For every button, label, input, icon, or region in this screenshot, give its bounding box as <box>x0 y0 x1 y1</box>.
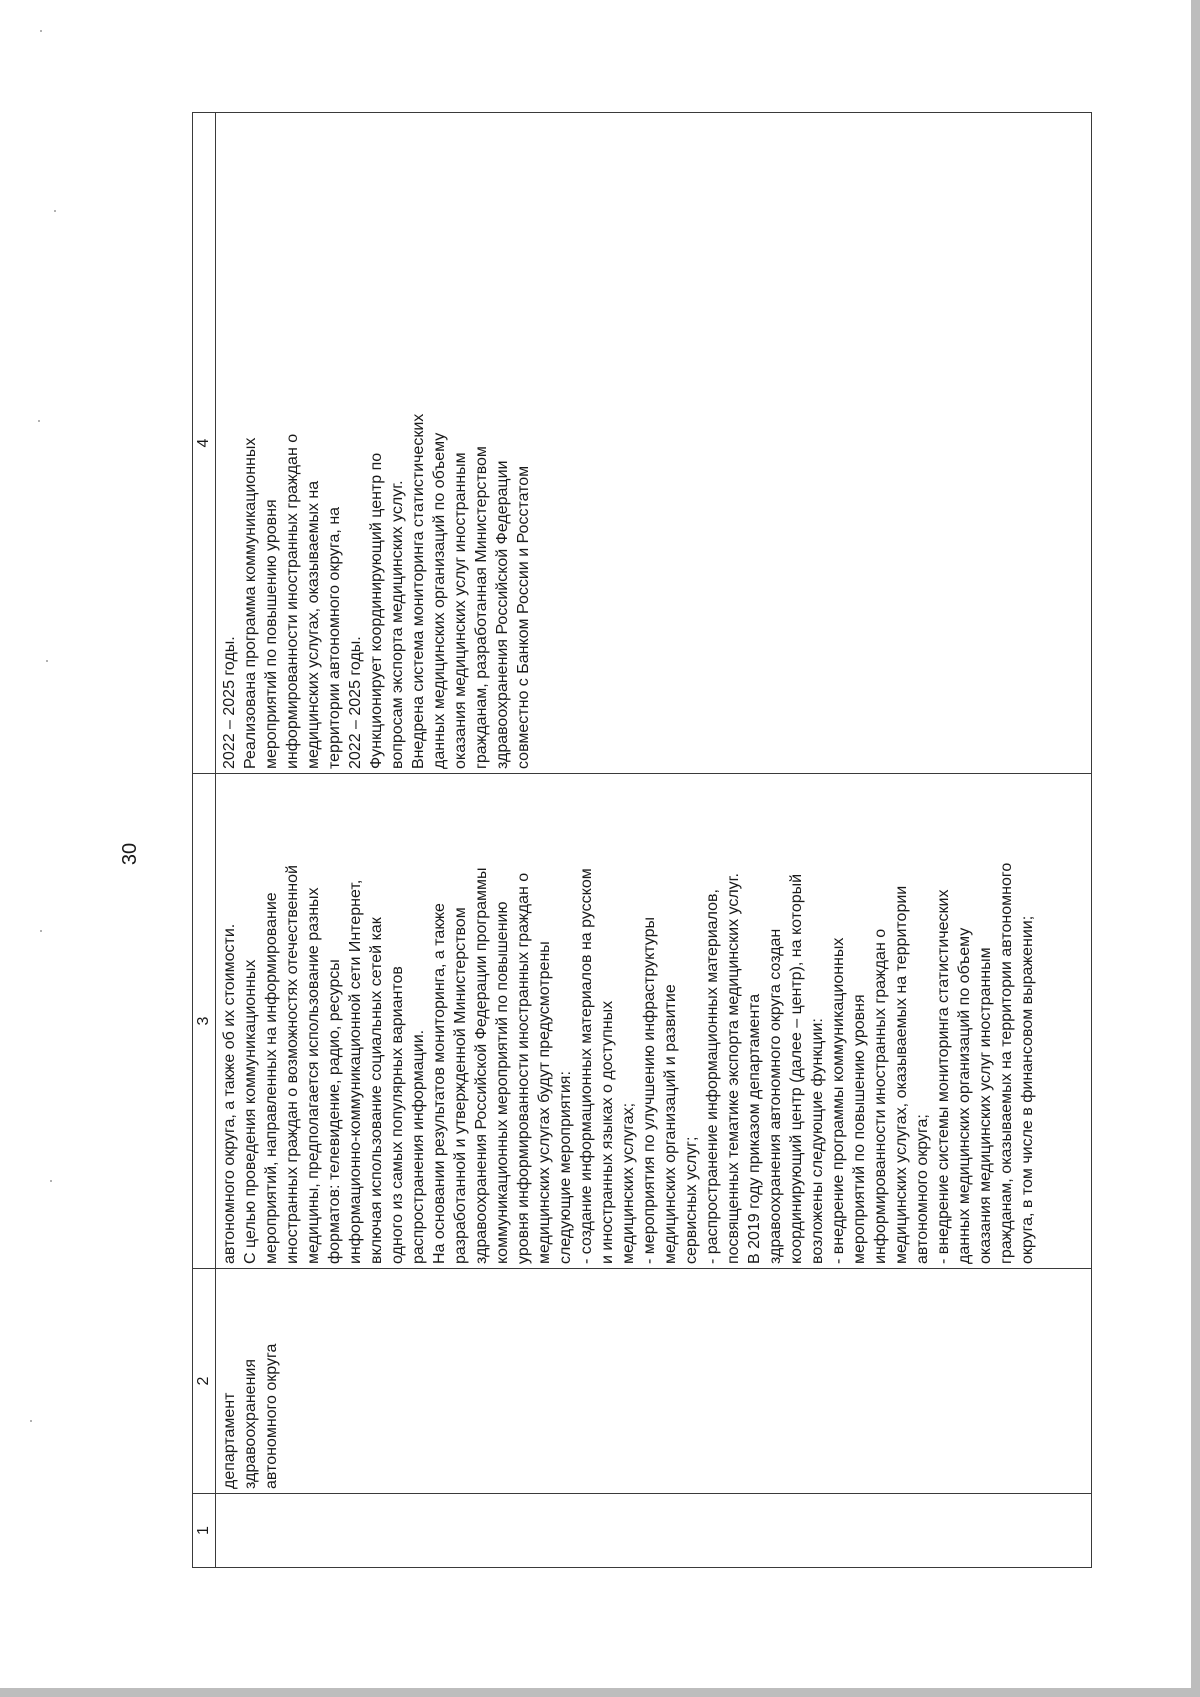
cell-text-line: мероприятий по повышению уровня <box>263 499 280 769</box>
column-header-4: 4 <box>193 113 216 774</box>
cell-text-line: возложены следующие функции: <box>809 1018 826 1264</box>
cell-text-line: медицины, предполагается использование разных <box>305 887 322 1264</box>
cell-text-line: На основании результатов мониторинга, а также <box>431 903 448 1264</box>
scan-speck <box>50 1180 52 1182</box>
page-number: 30 <box>119 842 141 866</box>
cell-text-line: - внедрение программы коммуникационных <box>830 937 847 1264</box>
cell-text-line: здравоохранения Российской Федерации программы <box>473 867 490 1264</box>
cell-text-line: посвященных тематике экспорта медицинских услуг. <box>725 873 742 1264</box>
cell-text-line: оказания медицинских услуг иностранным <box>977 947 994 1264</box>
cell-text-line: - внедрение системы мониторинга статистических <box>935 889 952 1264</box>
scan-speck <box>46 660 48 662</box>
data-table <box>192 112 1092 1568</box>
scan-border-bottom <box>0 1688 1200 1697</box>
cell-text-line: медицинских услугах, оказываемых на <box>305 480 322 769</box>
column-header-1: 1 <box>193 1494 216 1568</box>
cell-text-line: следующие мероприятия: <box>557 1071 574 1264</box>
cell-text-line: Функционирует координирующий центр по <box>368 452 385 769</box>
cell-col3 <box>216 774 1092 1269</box>
cell-text-line: С целью проведения коммуникационных <box>242 959 259 1264</box>
cell-col4 <box>216 113 1092 774</box>
cell-text-line: - создание информационных материалов на русском <box>578 868 595 1264</box>
cell-text-line: округа, в том числе в финансовом выражении; <box>1019 915 1036 1264</box>
cell-text-line: Внедрена система мониторинга статистических <box>410 413 427 769</box>
cell-text-line: разработанной и утвержденной Министерством <box>452 907 469 1264</box>
cell-text-line: гражданам, разработанная Министерством <box>473 446 490 769</box>
scan-border-right <box>1191 0 1200 1697</box>
cell-text-line: включая использование социальных сетей как <box>368 917 385 1264</box>
cell-col1 <box>216 1494 1092 1568</box>
cell-text-line: здравоохранения <box>242 1358 259 1489</box>
scan-speck <box>54 210 56 212</box>
cell-text-line: информированности иностранных граждан о <box>872 928 889 1264</box>
cell-text-line: координирующий центр (далее – центр), на который <box>788 873 805 1264</box>
cell-text-line: данных медицинских организаций по объему <box>431 432 448 769</box>
cell-text-line: автономного округа <box>263 1343 280 1489</box>
cell-text-line: - мероприятия по улучшению инфраструктуры <box>641 917 658 1264</box>
column-header-2: 2 <box>193 1269 216 1494</box>
rotated-table-container <box>192 112 1092 1568</box>
table-region <box>192 112 1092 1568</box>
cell-text-line: гражданам, оказываемых на территории автономного <box>998 862 1015 1264</box>
cell-text-line: медицинских услугах будут предусмотрены <box>536 941 553 1264</box>
cell-text-line: информированности иностранных граждан о <box>284 433 301 769</box>
cell-text-line: данных медицинских организаций по объему <box>956 927 973 1264</box>
cell-text-line: департамент <box>221 1392 238 1489</box>
scan-speck <box>30 1420 32 1422</box>
cell-text-line: здравоохранения Российской Федерации <box>494 460 511 769</box>
cell-text-line: совместно с Банком России и Росстатом <box>515 465 532 769</box>
cell-text-line: уровня информированности иностранных граждан о <box>515 872 532 1264</box>
column-header-3: 3 <box>193 774 216 1269</box>
cell-text-line: одного из самых популярных вариантов <box>389 966 406 1264</box>
cell-text-line: распространения информации. <box>410 1029 427 1264</box>
cell-text-line: здравоохранения автономного округа создан <box>767 928 784 1264</box>
scan-speck <box>40 930 42 932</box>
cell-text-line: медицинских услугах, оказываемых на территории <box>893 885 910 1264</box>
cell-text-line: автономного округа, а также об их стоимости. <box>221 923 238 1264</box>
cell-text-line: мероприятий по повышению уровня <box>851 994 868 1264</box>
cell-text-line: форматов: телевидение, радио, ресурсы <box>326 959 343 1264</box>
cell-text-line: 2022 – 2025 годы. <box>221 636 238 769</box>
cell-text-line: оказания медицинских услуг иностранным <box>452 452 469 769</box>
cell-text-line: - распространение информационных материалов, <box>704 889 721 1264</box>
table-header-row <box>193 113 216 1568</box>
cell-text-line: территории автономного округа, на <box>326 506 343 769</box>
cell-text-line: 2022 – 2025 годы. <box>347 636 364 769</box>
cell-text-line: вопросам экспорта медицинских услуг. <box>389 480 406 769</box>
cell-text-line: Реализована программа коммуникационных <box>242 437 259 769</box>
cell-text-line: медицинских услугах; <box>620 1102 637 1264</box>
cell-text-line: информационно-коммуникационной сети Интернет, <box>347 879 364 1264</box>
cell-text-line: и иностранных языках о доступных <box>599 1000 616 1264</box>
cell-text-line: сервисных услуг; <box>683 1136 700 1264</box>
cell-text-line: мероприятий, направленных на информирование <box>263 892 280 1264</box>
table-row <box>216 113 1092 1568</box>
cell-text-line: коммуникационных мероприятий по повышению <box>494 901 511 1264</box>
scan-speck <box>40 30 42 32</box>
scan-speck <box>38 420 40 422</box>
cell-col2 <box>216 1269 1092 1494</box>
cell-text-line: иностранных граждан о возможностях отечественной <box>284 865 301 1264</box>
cell-text-line: медицинских организаций и развитие <box>662 984 679 1264</box>
cell-text-line: автономного округа; <box>914 1114 931 1264</box>
cell-text-line: В 2019 году приказом департамента <box>746 993 763 1264</box>
